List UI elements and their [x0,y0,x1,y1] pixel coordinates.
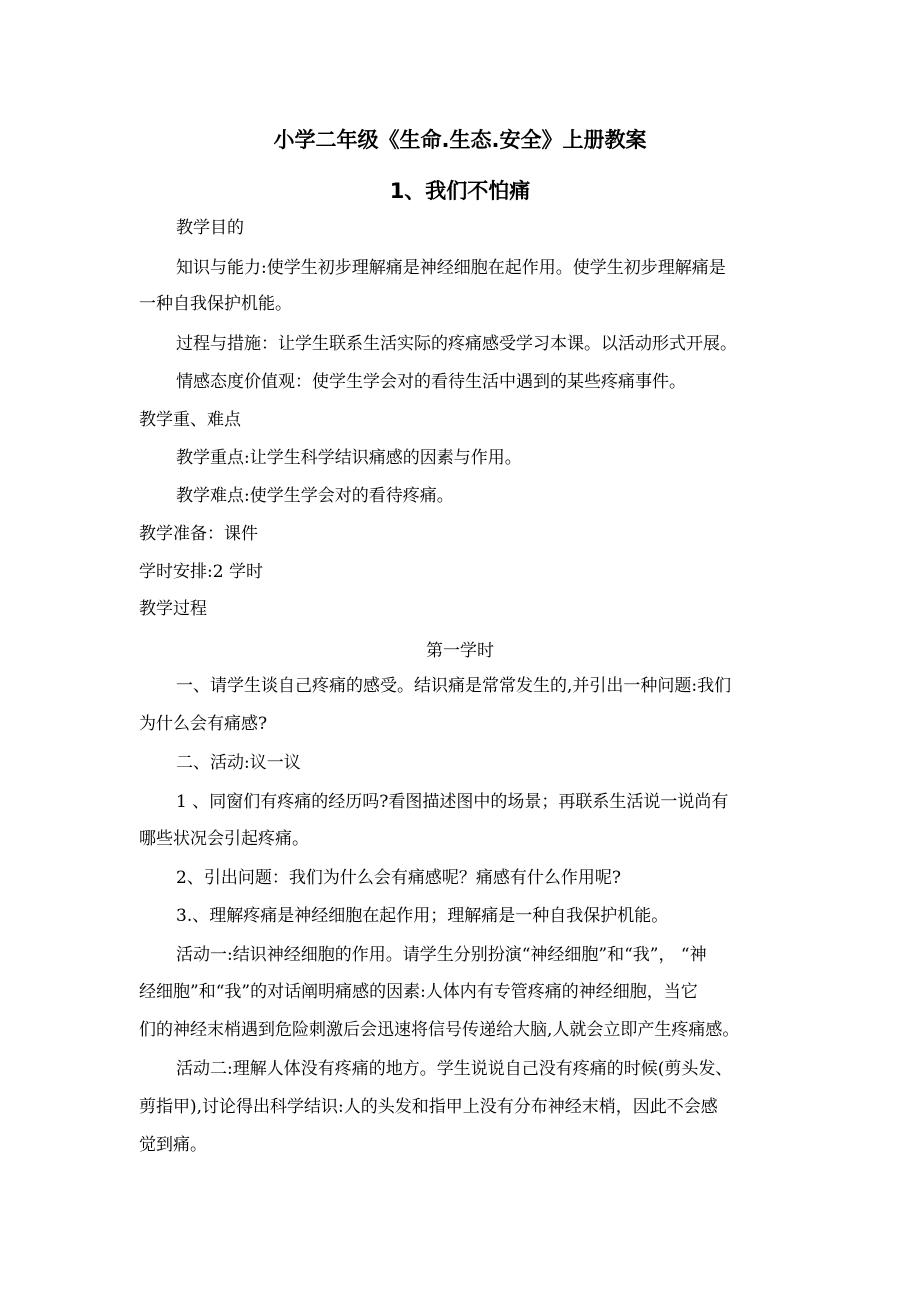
activity1-line-3: 们的神经末梢遇到危险刺激后会迅速将信号传递给大脑,人就会立即产生疼痛感。 [139,1020,740,1040]
activity1-line-1: 活动一:结识神经细胞的作用。请学生分别扮演“神经细胞”和“我”， “神 [176,945,707,965]
activity1-line-2: 经细胞”和“我”的对话阐明痛感的因素:人体内有专管疼痛的神经细胞，当它 [139,982,698,1002]
step1-line-2: 为什么会有痛感? [139,714,268,734]
item1-line-2: 哪些状况会引起疼痛。 [139,829,309,849]
activity2-line-3: 觉到痛。 [139,1135,207,1155]
key-point: 教学重点:让学生科学结识痛感的因素与作用。 [176,448,522,468]
activity2-line-1: 活动二:理解人体没有疼痛的地方。学生说说自己没有疼痛的时候(剪头发、 [176,1059,733,1079]
process-line: 过程与措施：让学生联系生活实际的疼痛感受学习本课。以活动形式开展。 [176,334,737,354]
step1-line-1: 一、请学生谈自己疼痛的感受。结识痛是常常发生的,并引出一种问题:我们 [176,676,732,696]
item2-line: 2、引出问题：我们为什么会有痛感呢？痛感有什么作用呢? [176,868,621,888]
activity2-line-2: 剪指甲),讨论得出科学结识:人的头发和指甲上没有分布神经末梢，因此不会感 [139,1097,718,1117]
item3-line: 3.、理解疼痛是神经细胞在起作用；理解痛是一种自我保护机能。 [176,906,669,926]
difficult-point: 教学难点:使学生学会对的看待疼痛。 [176,486,454,506]
objectives-heading: 教学目的 [176,218,244,238]
schedule-line: 学时安排:2 学时 [139,562,263,582]
preparation-line: 教学准备：课件 [139,524,258,544]
step2-heading: 二、活动:议一议 [176,753,301,773]
emotion-line: 情感态度价值观：使学生学会对的看待生活中遇到的某些疼痛事件。 [176,372,686,392]
process-heading: 教学过程 [139,599,207,619]
item1-line-1: 1 、同窗们有疼痛的经历吗?看图描述图中的场景；再联系生活说一说尚有 [176,792,729,812]
lesson-title: 1、我们不怕痛 [389,179,531,203]
document-title: 小学二年级《生命.生态.安全》上册教案 [273,128,647,152]
knowledge-line-2: 一种自我保护机能。 [139,294,292,314]
key-difficult-heading: 教学重、难点 [139,410,241,430]
knowledge-line-1: 知识与能力:使学生初步理解痛是神经细胞在起作用。使学生初步理解痛是 [176,258,726,278]
first-period-heading: 第一学时 [426,641,494,661]
